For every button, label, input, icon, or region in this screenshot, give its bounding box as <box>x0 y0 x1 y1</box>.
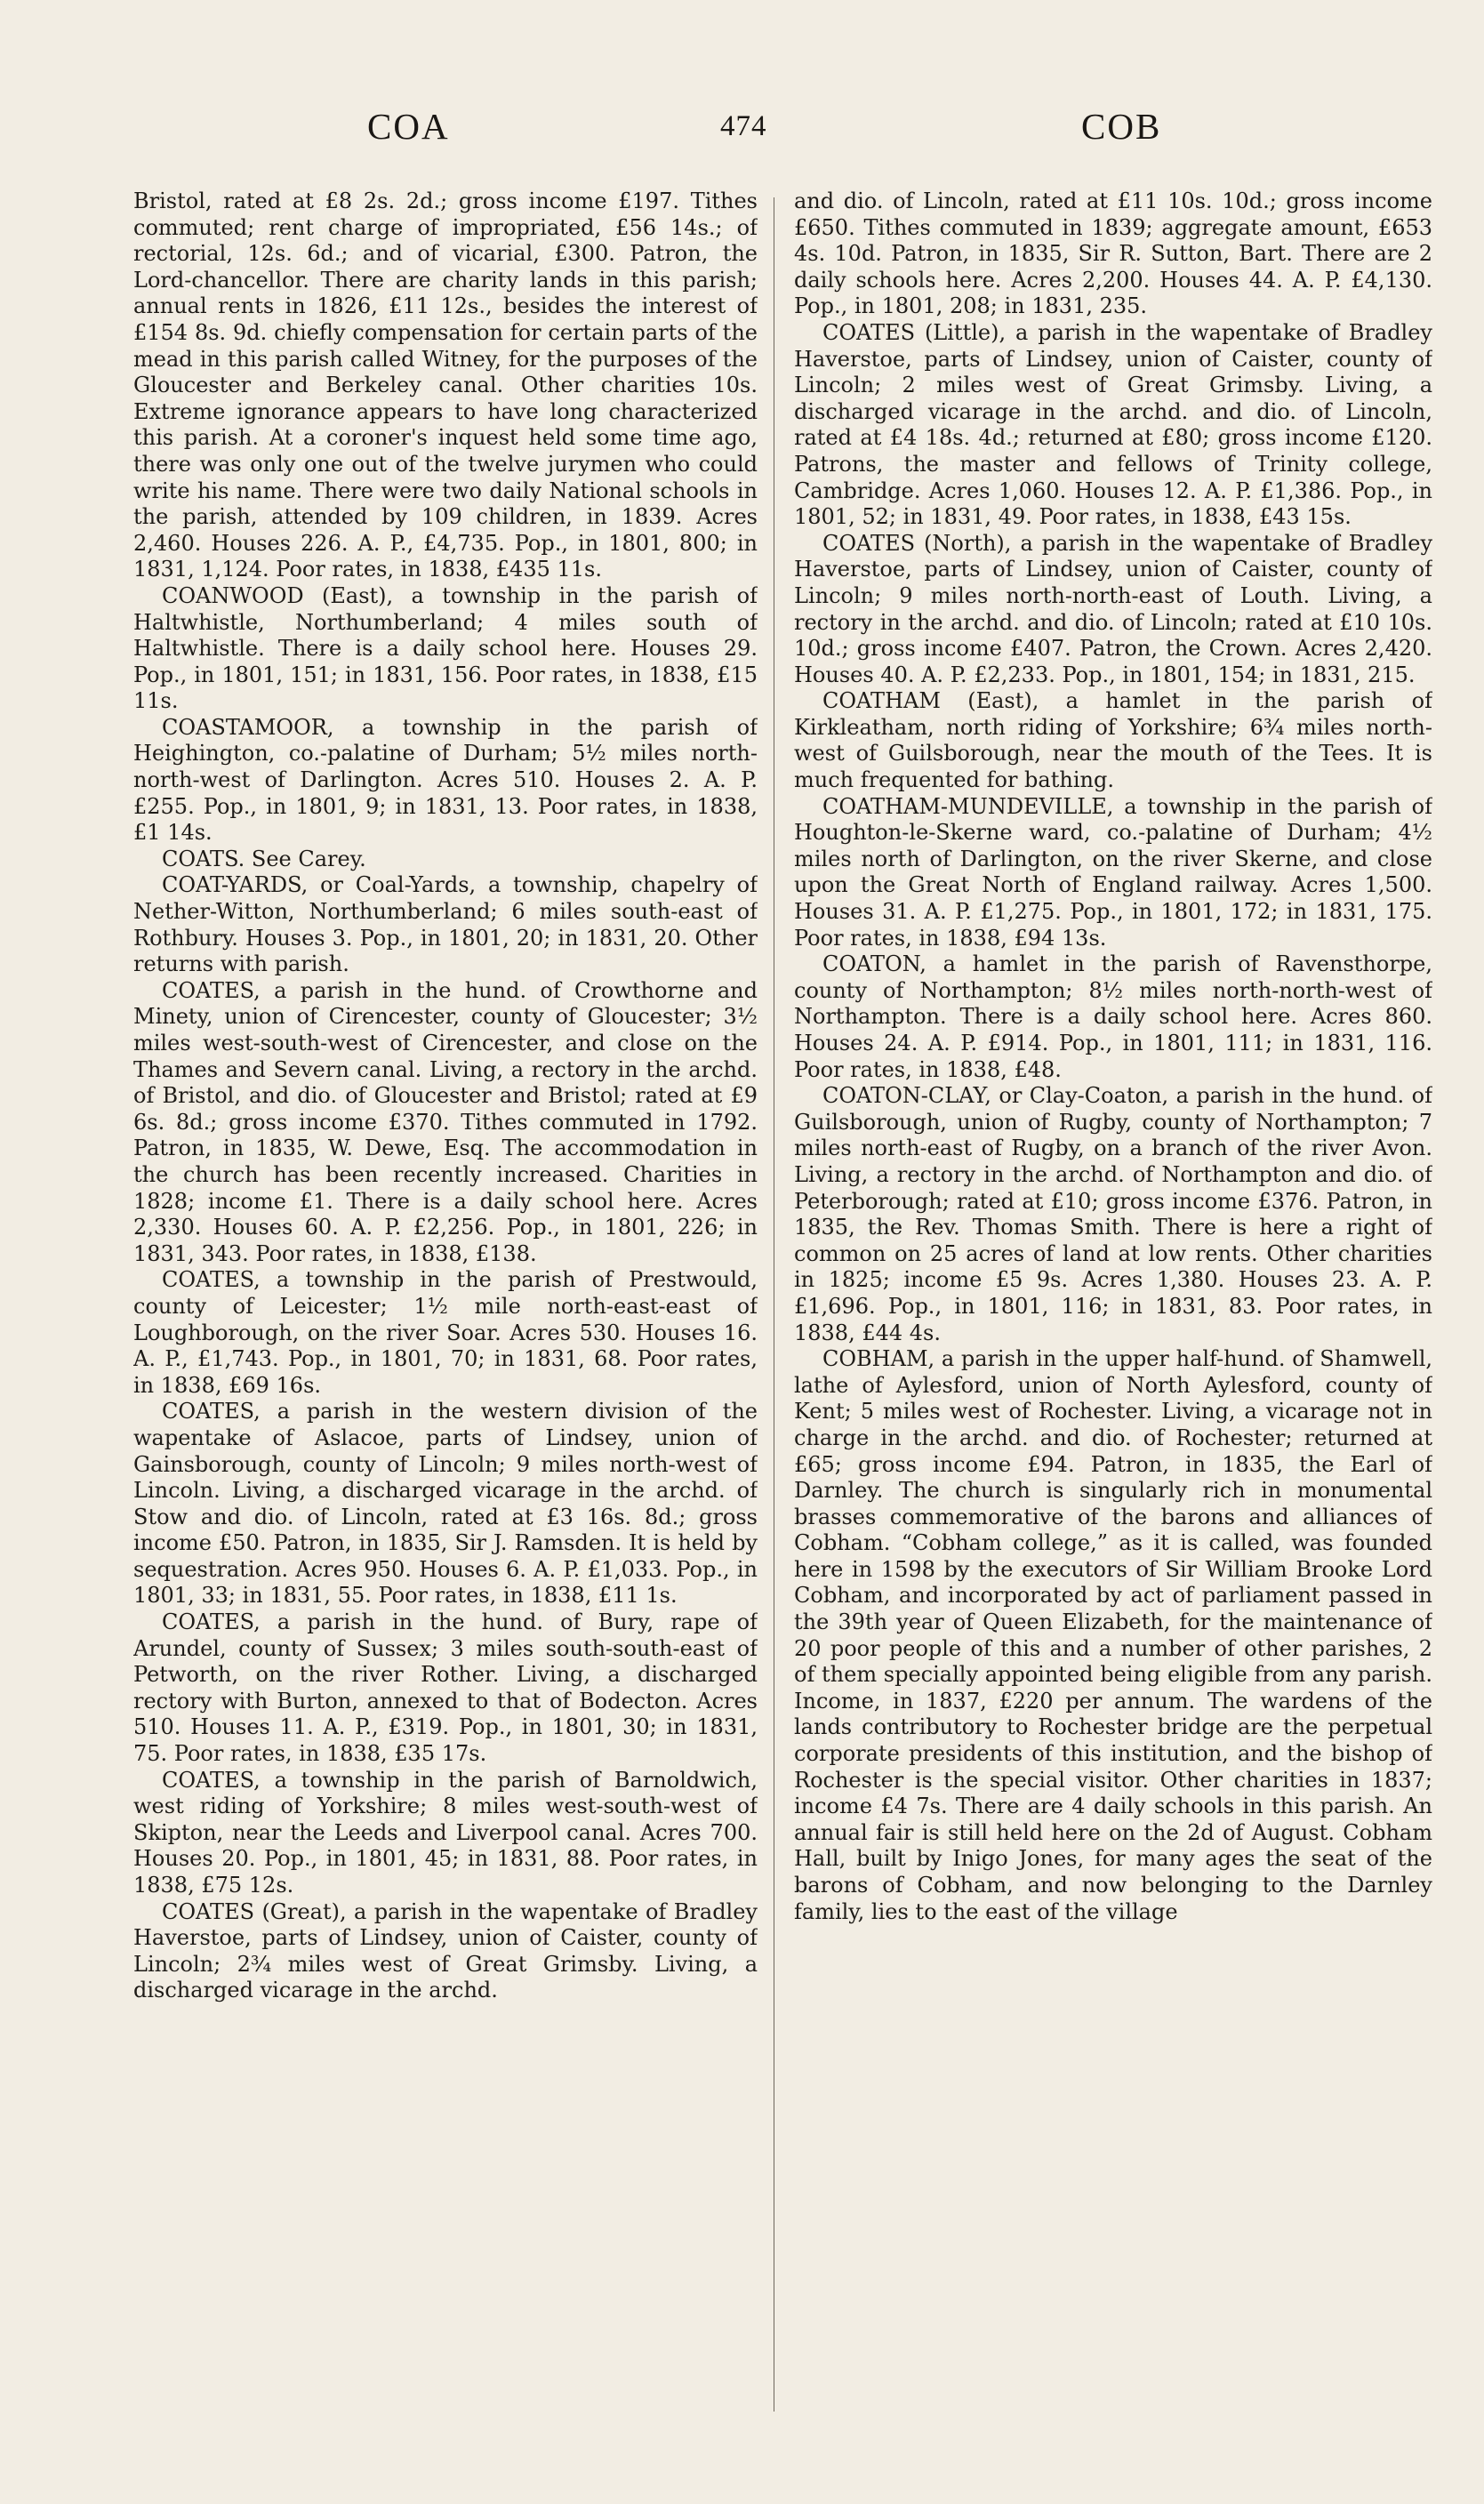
right-column <box>794 189 1432 2429</box>
entry-coatham-mundeville: COATHAM-MUNDEVILLE, a township in the parish of Houghton-le-Skerne ward, co.-palatine of Durham; 4½ miles north of Darlington, on the river Skerne, and close upon the Great North of England railway. Acres 1,500. Houses 31. A. P. £1,275. Pop., in 1801, 172; in 1831, 175. Poor rates, in 1838, £94 13s. <box>794 793 1432 951</box>
entry-coats: COATS. See Carey. <box>162 846 366 871</box>
running-header <box>0 105 1484 158</box>
entry-continuation: and dio. of Lincoln, rated at £11 10s. 10d.; gross income £650. Tithes commuted in 1839; aggregate amount, £653 4s. 10d. Patron, in 1835, Sir R. Sutton, Bart. There are 2 daily schools here. Acres 2,200. Houses 44. A. P. £4,130. Pop., in 1801, 208; in 1831, 235. <box>794 189 1432 319</box>
page-number: 474 <box>720 110 767 142</box>
entry-cobham: COBHAM, a parish in the upper half-hund. of Shamwell, lathe of Aylesford, union of North Aylesford, county of Kent; 5 miles west of Rochester. Living, a vicarage not in charge in the archd. and dio. of Rochester; returned at £65; gross income £94. Patron, in 1835, the Earl of Darnley. The church is singularly rich in monumental brasses commemorative of the barons and alliances of Cobham. “Cobham college,” as it is called, was founded here in 1598 by the executors of Sir William Brooke Lord Cobham, and incorporated by act of parliament passed in the 39th year of Queen Elizabeth, for the maintenance of 20 poor people of this and a number of other parishes, 2 of them specially appointed being eligible from any parish. Income, in 1837, £220 per annum. The wardens of the lands contributory to Rochester bridge are the perpetual corporate presidents of this institution, and the bishop of Rochester is the special visitor. Other charities in 1837; income £4 7s. There are 4 daily schools in this parish. An annual fair is still held here on the 2d of August. Cobham Hall, built by Inigo Jones, for many ages the seat of the barons of Cobham, and now belonging to the Darnley family, lies to the east of the village <box>794 1346 1432 1924</box>
entry-coates-great: COATES (Great), a parish in the wapentake of Bradley Haverstoe, parts of Lindsey, union of Caister, county of Lincoln; 2¾ miles west of Great Grimsby. Living, a discharged vicarage in the archd. <box>133 1898 758 2003</box>
entry-coates-sussex: COATES, a parish in the hund. of Bury, rape of Arundel, county of Sussex; 3 miles south-south-east of Petworth, on the river Rother. Living, a discharged rectory with Burton, annexed to that of Bodecton. Acres 510. Houses 11. A. P., £319. Pop., in 1801, 30; in 1831, 75. Poor rates, in 1838, £35 17s. <box>133 1609 758 1767</box>
entry-coatham-east: COATHAM (East), a hamlet in the parish of Kirkleatham, north riding of Yorkshire; 6¾ miles north-west of Guilsborough, near the mouth of the Tees. It is much frequented for bathing. <box>794 688 1432 793</box>
left-column <box>133 189 758 2429</box>
entry-coanwood: COANWOOD (East), a township in the parish of Haltwhistle, Northumberland; 4 miles south of Haltwhistle. There is a daily school here. Houses 29. Pop., in 1801, 151; in 1831, 156. Poor rates, in 1838, £15 11s. <box>133 582 758 714</box>
entry-coastamoor: COASTAMOOR, a township in the parish of Heighington, co.-palatine of Durham; 5½ miles north-north-west of Darlington. Acres 510. Houses 2. A. P. £255. Pop., in 1801, 9; in 1831, 13. Poor rates, in 1838, £1 14s. <box>133 714 758 846</box>
entry-continuation: Bristol, rated at £8 2s. 2d.; gross income £197. Tithes commuted; rent charge of impropriated, £56 14s.; of rectorial, 12s. 6d.; and of vicarial, £300. Patron, the Lord-chancellor. There are charity lands in this parish; annual rents in 1826, £11 12s., besides the interest of £154 8s. 9d. chiefly compensation for certain parts of the mead in this parish called Witney, for the purposes of the Gloucester and Berkeley canal. Other charities 10s. Extreme ignorance appears to have long characterized this parish. At a coroner's inquest held some time ago, there was only one out of the twelve jurymen who could write his name. There were two daily National schools in the parish, attended by 109 children, in 1839. Acres 2,460. Houses 226. A. P., £4,735. Pop., in 1801, 800; in 1831, 1,124. Poor rates, in 1838, £435 11s. <box>133 189 758 582</box>
entry-coaton: COATON, a hamlet in the parish of Ravensthorpe, county of Northampton; 8½ miles north-north-west of Northampton. There is a daily school here. Acres 860. Houses 24. A. P. £914. Pop., in 1801, 111; in 1831, 116. Poor rates, in 1838, £48. <box>794 951 1432 1082</box>
entry-coates-little: COATES (Little), a parish in the wapentake of Bradley Haverstoe, parts of Lindsey, union of Caister, county of Lincoln; 2 miles west of Great Grimsby. Living, a discharged vicarage in the archd. and dio. of Lincoln, rated at £4 18s. 4d.; returned at £80; gross income £120. Patrons, the master and fellows of Trinity college, Cambridge. Acres 1,060. Houses 12. A. P. £1,386. Pop., in 1801, 52; in 1831, 49. Poor rates, in 1838, £43 15s. <box>794 319 1432 530</box>
entry-coates-lincoln: COATES, a parish in the western division of the wapentake of Aslacoe, parts of Lindsey, union of Gainsborough, county of Lincoln; 9 miles north-west of Lincoln. Living, a discharged vicarage in the archd. of Stow and dio. of Lincoln, rated at £3 16s. 8d.; gross income £50. Patron, in 1835, Sir J. Ramsden. It is held by sequestration. Acres 950. Houses 6. A. P. £1,033. Pop., in 1801, 33; in 1831, 55. Poor rates, in 1838, £11 1s. <box>133 1399 758 1609</box>
header-left-guide-word: COA <box>367 106 450 147</box>
entry-coat-yards: COAT-YARDS, or Coal-Yards, a township, chapelry of Nether-Witton, Northumberland; 6 miles south-east of Rothbury. Houses 3. Pop., in 1801, 20; in 1831, 20. Other returns with parish. <box>133 872 758 977</box>
header-right-guide-word: COB <box>1081 106 1162 147</box>
entry-coates-leicester: COATES, a township in the parish of Prestwould, county of Leicester; 1½ mile north-east-east of Loughborough, on the river Soar. Acres 530. Houses 16. A. P., £1,743. Pop., in 1801, 70; in 1831, 68. Poor rates, in 1838, £69 16s. <box>133 1267 758 1398</box>
entry-coaton-clay: COATON-CLAY, or Clay-Coaton, a parish in the hund. of Guilsborough, union of Rugby, county of Northampton; 7 miles north-east of Rugby, on a branch of the river Avon. Living, a rectory in the archd. of Northampton and dio. of Peterborough; rated at £10; gross income £376. Patron, in 1835, the Rev. Thomas Smith. There is here a right of common on 25 acres of land at low rents. Other charities in 1825; income £5 9s. Acres 1,380. Houses 23. A. P. £1,696. Pop., in 1801, 116; in 1831, 83. Poor rates, in 1838, £44 4s. <box>794 1083 1432 1345</box>
entry-coates-gloucester: COATES, a parish in the hund. of Crowthorne and Minety, union of Cirencester, county of Gloucester; 3½ miles west-south-west of Cirencester, and close on the Thames and Severn canal. Living, a rectory in the archd. of Bristol, and dio. of Gloucester and Bristol; rated at £9 6s. 8d.; gross income £370. Tithes commuted in 1792. Patron, in 1835, W. Dewe, Esq. The accommodation in the church has been recently increased. Charities in 1828; income £1. There is a daily school here. Acres 2,330. Houses 60. A. P. £2,256. Pop., in 1801, 226; in 1831, 343. Poor rates, in 1838, £138. <box>133 977 758 1266</box>
entry-coates-yorkshire: COATES, a township in the parish of Barnoldwich, west riding of Yorkshire; 8 miles west-south-west of Skipton, near the Leeds and Liverpool canal. Acres 700. Houses 20. Pop., in 1801, 45; in 1831, 88. Poor rates, in 1838, £75 12s. <box>133 1767 758 1898</box>
entry-coates-north: COATES (North), a parish in the wapentake of Bradley Haverstoe, parts of Lindsey, union of Caister, county of Lincoln; 9 miles north-north-east of Louth. Living, a rectory in the archd. and dio. of Lincoln; rated at £10 10s. 10d.; gross income £407. Patron, the Crown. Acres 2,420. Houses 40. A. P. £2,233. Pop., in 1801, 154; in 1831, 215. <box>794 530 1432 687</box>
